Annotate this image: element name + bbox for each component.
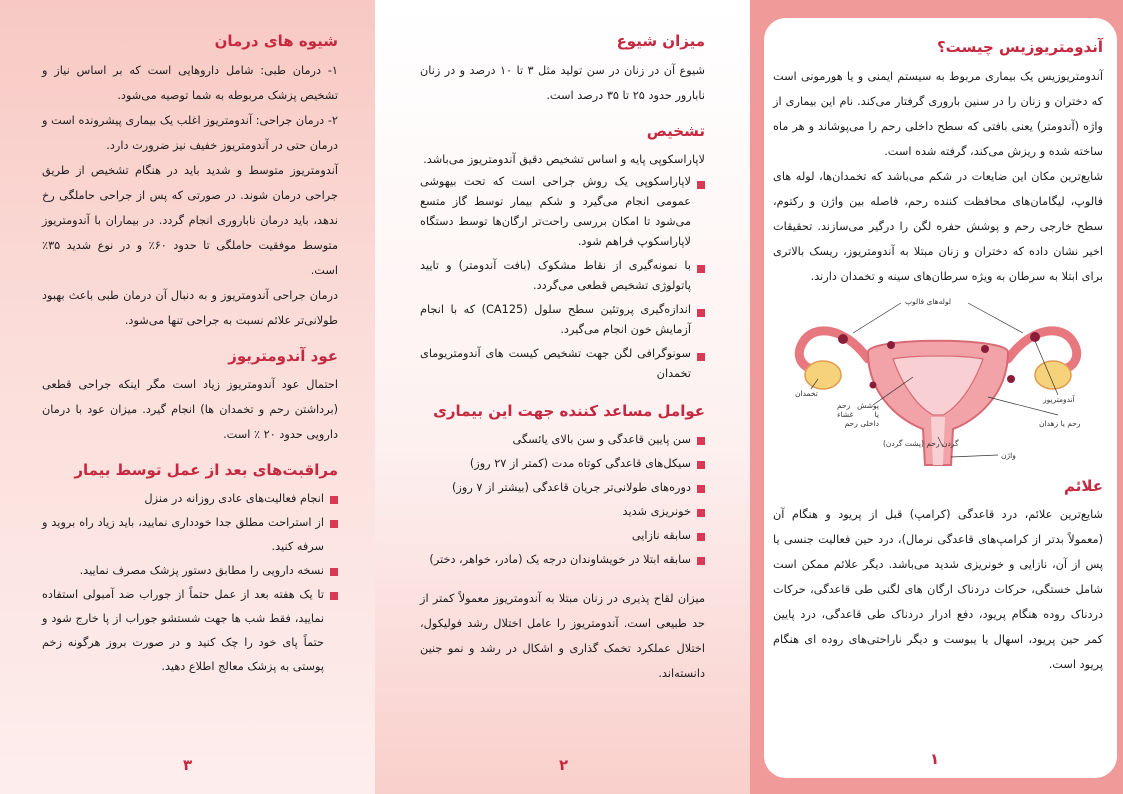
postop-title: مراقبت‌های بعد از عمل توسط بیمار [74, 461, 338, 479]
page-1-column [773, 38, 1103, 677]
risk-factor-item: سابقه ابتلا در خویشاوندان درجه یک (مادر، خواهر، دختر) [420, 548, 705, 572]
treatment-paragraph-4: درمان جراحی آندومتریوز و به دنبال آن درمان طبی باعث بهبود طولانی‌تر علائم نسبت به جراحی تنها می‌شود. [42, 288, 338, 327]
diagnosis-intro: لاپاراسکوپی پایه و اساس تشخیص دقیق آندومتریوز می‌باشد. [423, 153, 705, 166]
label-uterus: رحم یا زهدان [1039, 418, 1081, 428]
treatment-paragraph-3: آندومتریوز متوسط و شدید باید در هنگام تشخیص از طریق جراحی درمان شوند. در صورتی که پس از جراحی حاملگی رخ ندهد، باید درمان ناباروری انجام گردد. در بیماران با آندومتریوز متوسط موفقیت حاملگی تا حدود ۶۰٪ و در نوع شدید ۳۵٪ است. [42, 163, 338, 277]
diagnosis-title: تشخیص [646, 121, 705, 140]
label-ovary: تخمدان [795, 388, 818, 398]
prevalence-paragraph: شیوع آن در زنان در سن تولید مثل ۳ تا ۱۰ درصد و در زنان نابارور حدود ۲۵ تا ۳۵ درصد است. [420, 63, 706, 102]
treatment-paragraph-1: ۱- درمان طبی: شامل داروهایی است که بر اساس نیاز و تشخیص پزشک مربوطه به شما توصیه می‌شود. [42, 63, 338, 102]
postop-item: انجام فعالیت‌های عادی روزانه در منزل [42, 487, 338, 511]
postop-item: نسخه دارویی را مطابق دستور پزشک مصرف نمایید. [42, 559, 338, 583]
fertility-paragraph: میزان لقاح پذیری در زنان مبتلا به آندومتریوز معمولاً کمتر از حد طبیعی است. آندومتریوز را عامل اختلال رشد فولیکول، اختلال عملکرد تخمک گذاری و اشکال در رشد و نمو جنین دانسته‌اند. [420, 591, 705, 680]
diagnosis-list [420, 172, 705, 384]
risk-factor-item: سابقه نازایی [420, 524, 705, 548]
label-cervix: گردن رحم (پشت گردن) [883, 438, 959, 448]
recurrence-title: عود آندومتریوز [228, 346, 338, 365]
label-vagina: واژن [1001, 450, 1016, 460]
diagnosis-item: اندازه‌گیری پروتئین سطح سلول (CA125) که با انجام آزمایش خون انجام می‌گیرد. [420, 300, 705, 340]
postop-list [42, 487, 338, 679]
symptoms-paragraph: شایع‌ترین علائم، درد قاعدگی (کرامپ) قبل از پریود و هنگام آن (معمولاً بدتر از کرامپ‌های قاعدگی نرمال)، درد حین فعالیت جنسی یا پس از آن، نازایی و خونریزی شدید می‌باشد. دیگر علائم ممکن است شامل خستگی، حرکات دردناک ارگان های لگنی طی قاعدگی، حرکات دردناک روده هنگام پریود، دفع ادرار دردناک طی قاعدگی، درد پایین کمر حین پریود، اسهال یا یبوست و دیگر ناراحتی‌های روده ای هنگام پریود است. [773, 508, 1103, 671]
uterus-diagram [773, 297, 1103, 467]
what-is-paragraph-2: شایع‌ترین مکان این ضایعات در شکم می‌باشد که تخمدان‌ها، لوله های فالوپ، لیگامان‌های محافظت کننده رحم، فاصله بین واژن و رکتوم، سطح خارجی رحم و پوشش حفره لگن را درگیر می‌سازند. تحقیقات اخیر نشان داده که دختران و زنان مبتلا به آندومتریوز، ریسک بالاتری برای ابتلا به سرطان به ویژه سرطان‌های سینه و تخمدان دارند. [773, 169, 1103, 283]
risk-factors-title: عوامل مساعد کننده جهت این بیماری [433, 402, 705, 420]
prevalence-title: میزان شیوع [616, 32, 705, 50]
risk-factors-list [420, 428, 705, 572]
postop-item: تا یک هفته بعد از عمل حتماً از جوراب ضد آمبولی استفاده نمایید، فقط شب ها جهت شستشو جوراب از پا خارج شود و حتماً پای خود را چک کنید و در صورت بروز هرگونه زخم پوستی به پزشک معالج اطلاع دهید. [42, 583, 338, 679]
postop-item: از استراحت مطلق جدا خودداری نمایید، باید زیاد راه بروید و سرفه کنید. [42, 511, 338, 559]
recurrence-paragraph: احتمال عود آندومتریوز زیاد است مگر اینکه جراحی قطعی (برداشتن رحم و تخمدان ها) انجام گیرد. میزان عود با درمان دارویی حدود ۲۰ ٪ است. [42, 378, 338, 441]
label-fallopian-tubes: لوله‌های فالوپ [905, 296, 952, 306]
label-endometriosis: آندومتریوز [1043, 394, 1075, 404]
risk-factor-item: خونریزی شدید [420, 500, 705, 524]
risk-factor-item: سیکل‌های قاعدگی کوتاه مدت (کمتر از ۲۷ روز) [420, 452, 705, 476]
page-2-column [420, 32, 705, 686]
page-number-2: ۲ [559, 756, 569, 774]
diagnosis-item: با نمونه‌گیری از نقاط مشکوک (بافت آندومتر) و تایید پاتولوژی تشخیص قطعی می‌گردد. [420, 256, 705, 296]
risk-factor-item: سن پایین قاعدگی و سن بالای یائسگی [420, 428, 705, 452]
what-is-paragraph-1: آندومتریوزیس یک بیماری مربوط به سیستم ایمنی و یا هورمونی است که دختران و زنان را در سنین باروری گرفتار می‌کند. نام این بیماری از واژه (آندومتر) یعنی بافتی که سطح داخلی رحم را می‌پوشاند و هر ماه ساخته شده و ریزش می‌کند، گرفته شده است. [773, 69, 1103, 158]
symptoms-title: علائم [1063, 476, 1103, 495]
page-1-panel [750, 0, 1123, 794]
page-number-3: ۳ [183, 756, 193, 774]
label-uterine-lining: پوشش رحم یا غشاء داخلی رحم [837, 400, 879, 428]
diagnosis-item: سونوگرافی لگن جهت تشخیص کیست های آندومتریومای تخمدان [420, 344, 705, 384]
treatment-paragraph-2: ۲- درمان جراحی: آندومتریوز اغلب یک بیماری پیشرونده است و درمان حتی در آندومتریوز خفیف نیز ضرورت دارد. [42, 113, 338, 152]
page-2-panel [375, 0, 750, 794]
risk-factor-item: دوره‌های طولانی‌تر جریان قاعدگی (بیشتر از ۷ روز) [420, 476, 705, 500]
treatment-title: شیوه های درمان [214, 32, 338, 50]
page-3-panel [0, 0, 375, 794]
page-number-1: ۱ [930, 750, 940, 768]
what-is-title: آندومتریوزیس چیست؟ [936, 38, 1103, 56]
diagnosis-item: لاپاراسکوپی یک روش جراحی است که تحت بیهوشی عمومی انجام می‌گیرد و شکم بیمار توسط گاز متسع می‌شود تا امکان بررسی راحت‌تر ارگان‌ها توسط دستگاه لاپاراسکوپ فراهم شود. [420, 172, 705, 252]
page-3-column [42, 32, 338, 679]
